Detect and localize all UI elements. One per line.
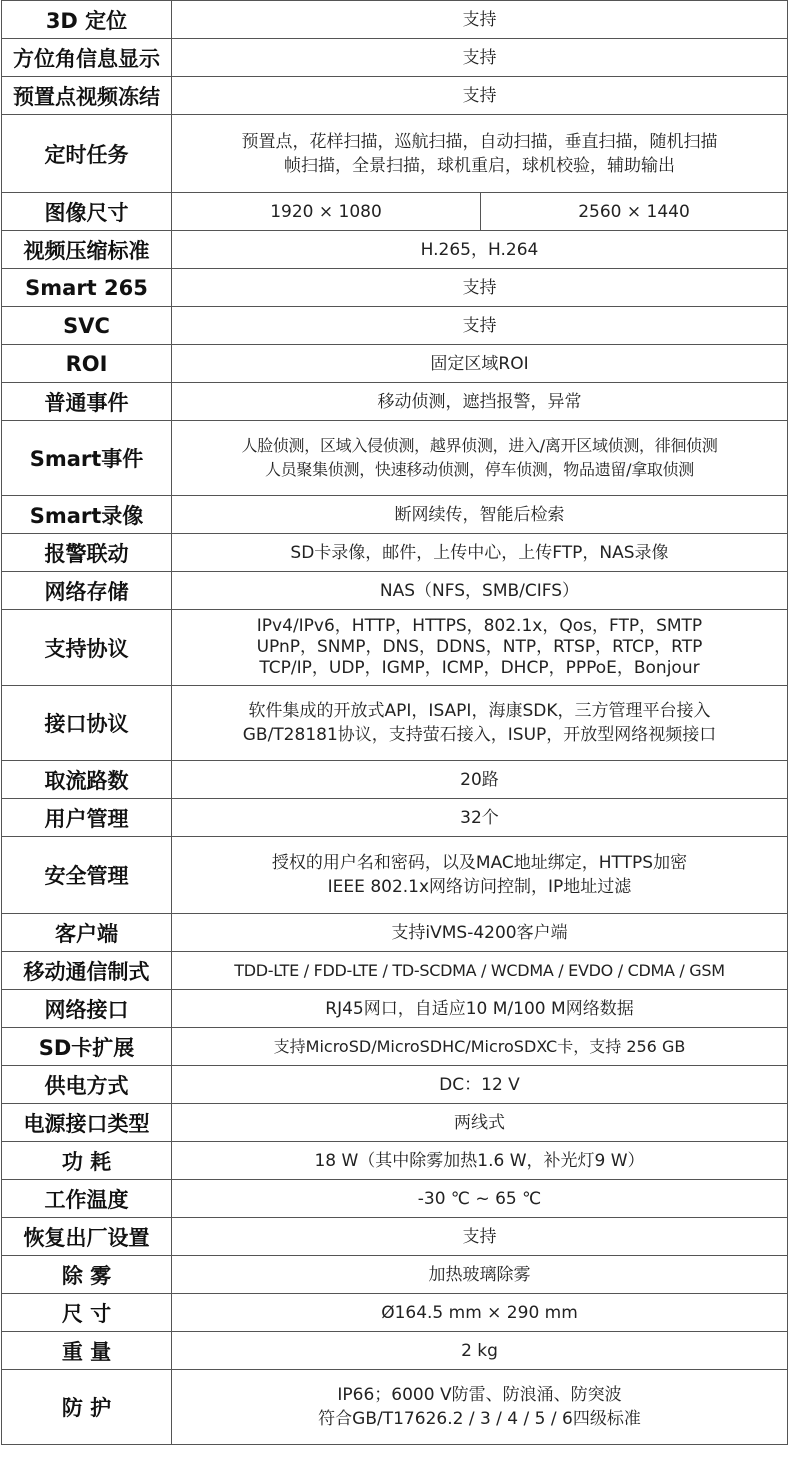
spec-row-operating-temperature: [2, 1180, 788, 1218]
spec-value: 预置点，花样扫描，巡航扫描，自动扫描，垂直扫描，随机扫描 帧扫描，全景扫描，球机重启，球机校验，辅助输出: [172, 115, 788, 193]
spec-row-mobile-standards: [2, 952, 788, 990]
spec-row-factory-reset: [2, 1218, 788, 1256]
spec-label: 定时任务: [2, 115, 172, 193]
spec-row-dimensions: [2, 1294, 788, 1332]
spec-label: 重 量: [2, 1332, 172, 1370]
spec-label: 接口协议: [2, 686, 172, 761]
spec-value: 支持: [172, 77, 788, 115]
spec-row-video-compression: [2, 231, 788, 269]
spec-label: 工作温度: [2, 1180, 172, 1218]
spec-label: 视频压缩标准: [2, 231, 172, 269]
spec-value: 软件集成的开放式API，ISAPI，海康SDK，三方管理平台接入 GB/T28181协议，支持萤石接入，ISUP，开放型网络视频接口: [172, 686, 788, 761]
spec-value: 支持: [172, 1218, 788, 1256]
spec-label: Smart事件: [2, 421, 172, 496]
spec-row-basic-events: [2, 383, 788, 421]
spec-label: 方位角信息显示: [2, 39, 172, 77]
spec-value: 支持: [172, 307, 788, 345]
spec-label: 移动通信制式: [2, 952, 172, 990]
spec-row-network-interface: [2, 990, 788, 1028]
spec-row-smart-recording: [2, 496, 788, 534]
spec-row-preset-freeze: [2, 77, 788, 115]
spec-row-protection: [2, 1370, 788, 1445]
spec-value: 授权的用户名和密码，以及MAC地址绑定，HTTPS加密 IEEE 802.1x网络访问控制，IP地址过滤: [172, 837, 788, 914]
spec-value: -30 ℃ ~ 65 ℃: [172, 1180, 788, 1218]
spec-row-azimuth-display: [2, 39, 788, 77]
spec-label: 电源接口类型: [2, 1104, 172, 1142]
spec-label: 普通事件: [2, 383, 172, 421]
spec-row-smart-265: [2, 269, 788, 307]
spec-label: 安全管理: [2, 837, 172, 914]
spec-label: SVC: [2, 307, 172, 345]
spec-row-protocols: [2, 610, 788, 686]
spec-value: 支持: [172, 269, 788, 307]
spec-value: 加热玻璃除雾: [172, 1256, 788, 1294]
spec-label: 支持协议: [2, 610, 172, 686]
spec-row-interface-protocols: [2, 686, 788, 761]
spec-row-stream-count: [2, 761, 788, 799]
spec-label: 功 耗: [2, 1142, 172, 1180]
spec-row-smart-events: [2, 421, 788, 496]
spec-value: 支持: [172, 1, 788, 39]
spec-value: 固定区域ROI: [172, 345, 788, 383]
spec-row-user-management: [2, 799, 788, 837]
spec-row-power-consumption: [2, 1142, 788, 1180]
spec-value: 支持: [172, 39, 788, 77]
spec-label: 取流路数: [2, 761, 172, 799]
spec-label: 3D 定位: [2, 1, 172, 39]
spec-value: 两线式: [172, 1104, 788, 1142]
spec-label: 网络存储: [2, 572, 172, 610]
spec-row-weight: [2, 1332, 788, 1370]
spec-label: 除 雾: [2, 1256, 172, 1294]
spec-row-network-storage: [2, 572, 788, 610]
spec-label: 报警联动: [2, 534, 172, 572]
spec-label: 恢复出厂设置: [2, 1218, 172, 1256]
spec-value: 支持iVMS-4200客户端: [172, 914, 788, 952]
spec-label: 客户端: [2, 914, 172, 952]
spec-value: 断网续传，智能后检索: [172, 496, 788, 534]
spec-label: 网络接口: [2, 990, 172, 1028]
spec-value: 人脸侦测，区域入侵侦测，越界侦测，进入/离开区域侦测，徘徊侦测 人员聚集侦测，快速移动侦测，停车侦测，物品遗留/拿取侦测: [172, 421, 788, 496]
spec-row-3d-positioning: [2, 1, 788, 39]
spec-value-resolution-a: 1920 × 1080: [172, 193, 481, 231]
spec-label: 供电方式: [2, 1066, 172, 1104]
spec-value: RJ45网口，自适应10 M/100 M网络数据: [172, 990, 788, 1028]
spec-value: SD卡录像，邮件，上传中心，上传FTP，NAS录像: [172, 534, 788, 572]
spec-row-power-supply: [2, 1066, 788, 1104]
spec-value: 2 kg: [172, 1332, 788, 1370]
spec-row-sd-expansion: [2, 1028, 788, 1066]
spec-row-alarm-linkage: [2, 534, 788, 572]
spec-row-power-connector: [2, 1104, 788, 1142]
spec-label: 预置点视频冻结: [2, 77, 172, 115]
spec-label: 用户管理: [2, 799, 172, 837]
spec-value-resolution-b: 2560 × 1440: [481, 193, 788, 231]
spec-label: Smart 265: [2, 269, 172, 307]
spec-value: IP66；6000 V防雷、防浪涌、防突波 符合GB/T17626.2 / 3 / 4 / 5 / 6四级标准: [172, 1370, 788, 1445]
spec-value: H.265，H.264: [172, 231, 788, 269]
spec-label: 图像尺寸: [2, 193, 172, 231]
spec-label: 尺 寸: [2, 1294, 172, 1332]
spec-value: NAS（NFS，SMB/CIFS）: [172, 572, 788, 610]
spec-value: 移动侦测，遮挡报警，异常: [172, 383, 788, 421]
spec-value: DC：12 V: [172, 1066, 788, 1104]
spec-row-svc: [2, 307, 788, 345]
spec-value: 20路: [172, 761, 788, 799]
spec-value: IPv4/IPv6，HTTP，HTTPS，802.1x，Qos，FTP，SMTP UPnP，SNMP，DNS，DDNS，NTP，RTSP，RTCP，RTP TCP/IP，UDP，IGMP，ICMP，DHCP，PPPoE，Bonjour: [172, 610, 788, 686]
spec-row-roi: [2, 345, 788, 383]
spec-value: TDD-LTE / FDD-LTE / TD-SCDMA / WCDMA / EVDO / CDMA / GSM: [172, 952, 788, 990]
spec-row-security: [2, 837, 788, 914]
spec-label: SD卡扩展: [2, 1028, 172, 1066]
spec-value: 支持MicroSD/MicroSDHC/MicroSDXC卡，支持 256 GB: [172, 1028, 788, 1066]
spec-label: 防 护: [2, 1370, 172, 1445]
spec-row-scheduled-tasks: [2, 115, 788, 193]
spec-value: Ø164.5 mm × 290 mm: [172, 1294, 788, 1332]
spec-table: [1, 0, 788, 1445]
spec-label: ROI: [2, 345, 172, 383]
spec-row-defog: [2, 1256, 788, 1294]
spec-row-client: [2, 914, 788, 952]
spec-label: Smart录像: [2, 496, 172, 534]
spec-value: 32个: [172, 799, 788, 837]
spec-value: 18 W（其中除雾加热1.6 W，补光灯9 W）: [172, 1142, 788, 1180]
spec-row-image-size: [2, 193, 788, 231]
